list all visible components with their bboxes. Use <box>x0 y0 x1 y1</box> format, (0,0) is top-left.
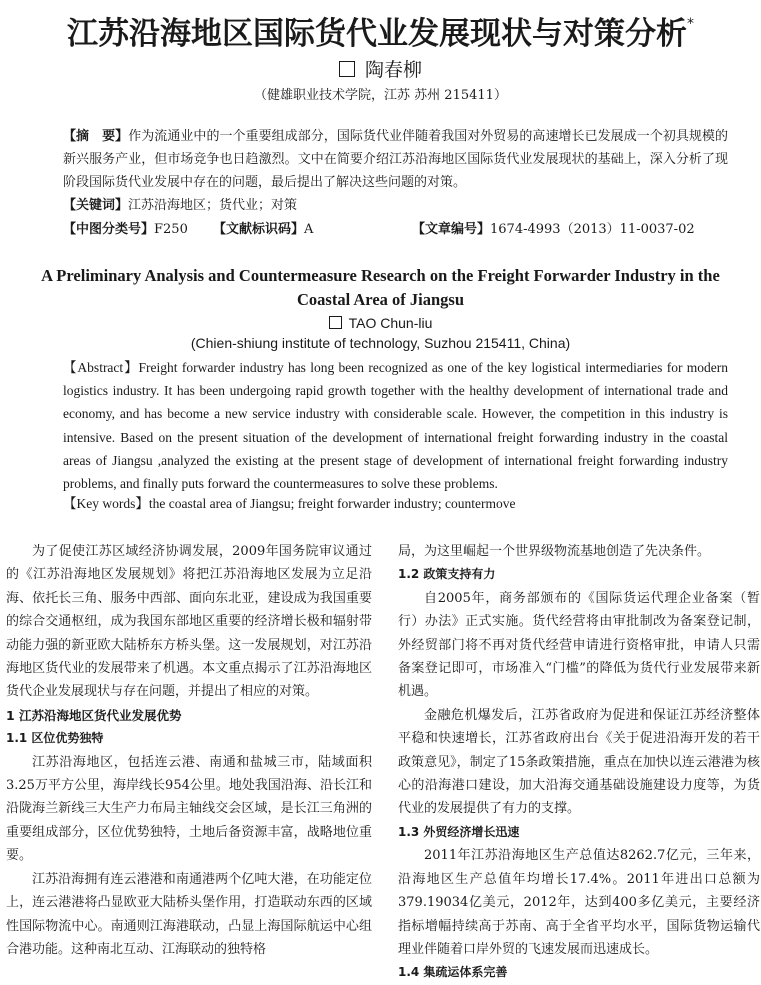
author-cn: 陶春柳 <box>0 58 761 82</box>
body-paragraph: 自2005年，商务部颁布的《国际货运代理企业备案（暂行）办法》正式实施。货代经营将由审批制改为备案登记制，外经贸部门将不再对货代经营申请进行资格审批，申请人只需备案登记即可，市场准入“门槛”的降低为货代行业发展带来新机遇。 <box>398 590 760 700</box>
author-en: TAO Chun-liu <box>0 314 761 332</box>
section-heading: 1 江苏沿海地区货代业发展优势 <box>6 707 182 723</box>
subsection-heading: 1.1 区位优势独特 <box>6 731 104 746</box>
body-paragraph: 2011年江苏沿海地区生产总值达8262.7亿元，三年来，沿海地区生产总值年均增长17.4%。2011年进出口总额为379.19034亿美元，2012年，达到400多亿美元，主要经济指标增幅持续高于苏南、高于全省平均水平，国际货物运输代理业伴随着口岸外贸的飞速发展而迅速成长。 <box>398 848 760 957</box>
affiliation-en: (Chien-shiung institute of technology, Suzhou 215411, China) <box>190 335 571 351</box>
clc-number: 【中图分类号】F250 <box>63 222 188 237</box>
keywords-cn-label: 【关键词】 <box>63 198 129 213</box>
abstract-en-label: 【Abstract】 <box>63 360 139 375</box>
paper-title: 江苏沿海地区国际货代业发展现状与对策分析* <box>67 16 694 52</box>
subsection-heading: 1.4 集疏运体系完善 <box>398 965 508 980</box>
body-paragraph: 为了促使江苏区域经济协调发展，2009年国务院审议通过的《江苏沿海地区发展规划》将把江苏沿海地区发展为立足沿海、依托长三角、服务中西部、面向东北亚，建设成为我国重要的综合交通枢纽，成为我国东部地区重要的经济增长极和辐射带动能力强的新亚欧大陆桥东方桥头堡。这一发展规划，对江苏沿海地区货代业的发展带来了机遇。本文重点揭示了江苏沿海地区货代企业发展现状与存在问题，并提出了相应的对策。 <box>6 544 372 700</box>
checkbox-square-icon <box>329 316 342 329</box>
article-number: 【文章编号】1674-4993（2013）11-0037-02 <box>412 222 695 237</box>
abstract-cn-label: 【摘 要】 <box>63 129 129 144</box>
body-paragraph: 金融危机爆发后，江苏省政府为促进和保证江苏经济整体平稳和快速增长，江苏省政府出台《关于促进沿海开发的若干政策意见》，制定了15条政策措施，重点在加快以连云港港为核心的沿海港口建设，加大沿海交通基础设施建设力度等，为货代业的发展提供了有力的支撑。 <box>398 707 760 817</box>
body-paragraph: 江苏沿海地区，包括连云港、南通和盐城三市，陆域面积3.25万平方公里，海岸线长954公里。地处我国沿海、沿长江和沿陇海兰新线三大生产力布局主轴线交会区域，是长江三角洲的重要组成部分，区位优势独特，土地后备资源丰富，战略地位重要。 <box>6 754 372 864</box>
body-column-right <box>398 540 760 985</box>
body-column-left <box>6 540 372 961</box>
title-footnote-mark: * <box>687 16 694 32</box>
keywords-en-label: 【Key words】 <box>63 496 149 511</box>
abstract-en-text: Freight forwarder industry has long been recognized as one of the key logistical intermediaries for modern logistics industry. It has been undergoing rapid growth together with the healthy development of international trade and economy, and has become a new service industry with considerable scale. However, the competition in this industry is intensive. Based on the present situation of the development of international freight forwarding industry in the coastal areas of Jiangsu ,analyzed the existing at the present stage of development of international freight forwarding industry problems, and finally puts forward the countermeasures to solve these problems. <box>63 360 729 492</box>
body-paragraph: 局，为这里崛起一个世界级物流基地创造了先决条件。 <box>398 544 711 559</box>
abstract-cn <box>36 125 728 217</box>
subsection-heading: 1.3 外贸经济增长迅速 <box>398 824 520 839</box>
paper-title-en: A Preliminary Analysis and Countermeasure Research on the Freight Forwarder Industry in the Coastal Area of Jiangsu <box>41 266 720 309</box>
checkbox-square-icon <box>339 61 355 77</box>
keywords-en-text: the coastal area of Jiangsu; freight forwarder industry; countermove <box>148 496 516 511</box>
keywords-en <box>63 494 516 514</box>
body-paragraph: 江苏沿海拥有连云港港和南通港两个亿吨大港，在功能定位上，连云港港将凸显欧亚大陆桥头堡作用，打造联动东西的区域性国际物流中心。南通则江海港联动，凸显上海国际航运中心组合港功能。这种南北互动、江海联动的独特格 <box>6 871 372 957</box>
document-code: 【文献标识码】A <box>213 222 314 237</box>
affiliation-cn: （健雄职业技术学院，江苏 苏州 215411） <box>254 88 507 103</box>
abstract-cn-text: 作为流通业中的一个重要组成部分，国际货代业伴随着我国对外贸易的高速增长已发展成一个初具规模的新兴服务产业，但市场竞争也日趋激烈。文中在简要介绍江苏沿海地区国际货代业发展现状的基础上，深入分析了现阶段国际货代业发展中存在的问题，最后提出了解决这些问题的对策。 <box>63 129 728 190</box>
subsection-heading: 1.2 政策支持有力 <box>398 567 496 582</box>
abstract-en <box>36 356 728 495</box>
keywords-cn-text: 江苏沿海地区；货代业；对策 <box>128 198 298 213</box>
